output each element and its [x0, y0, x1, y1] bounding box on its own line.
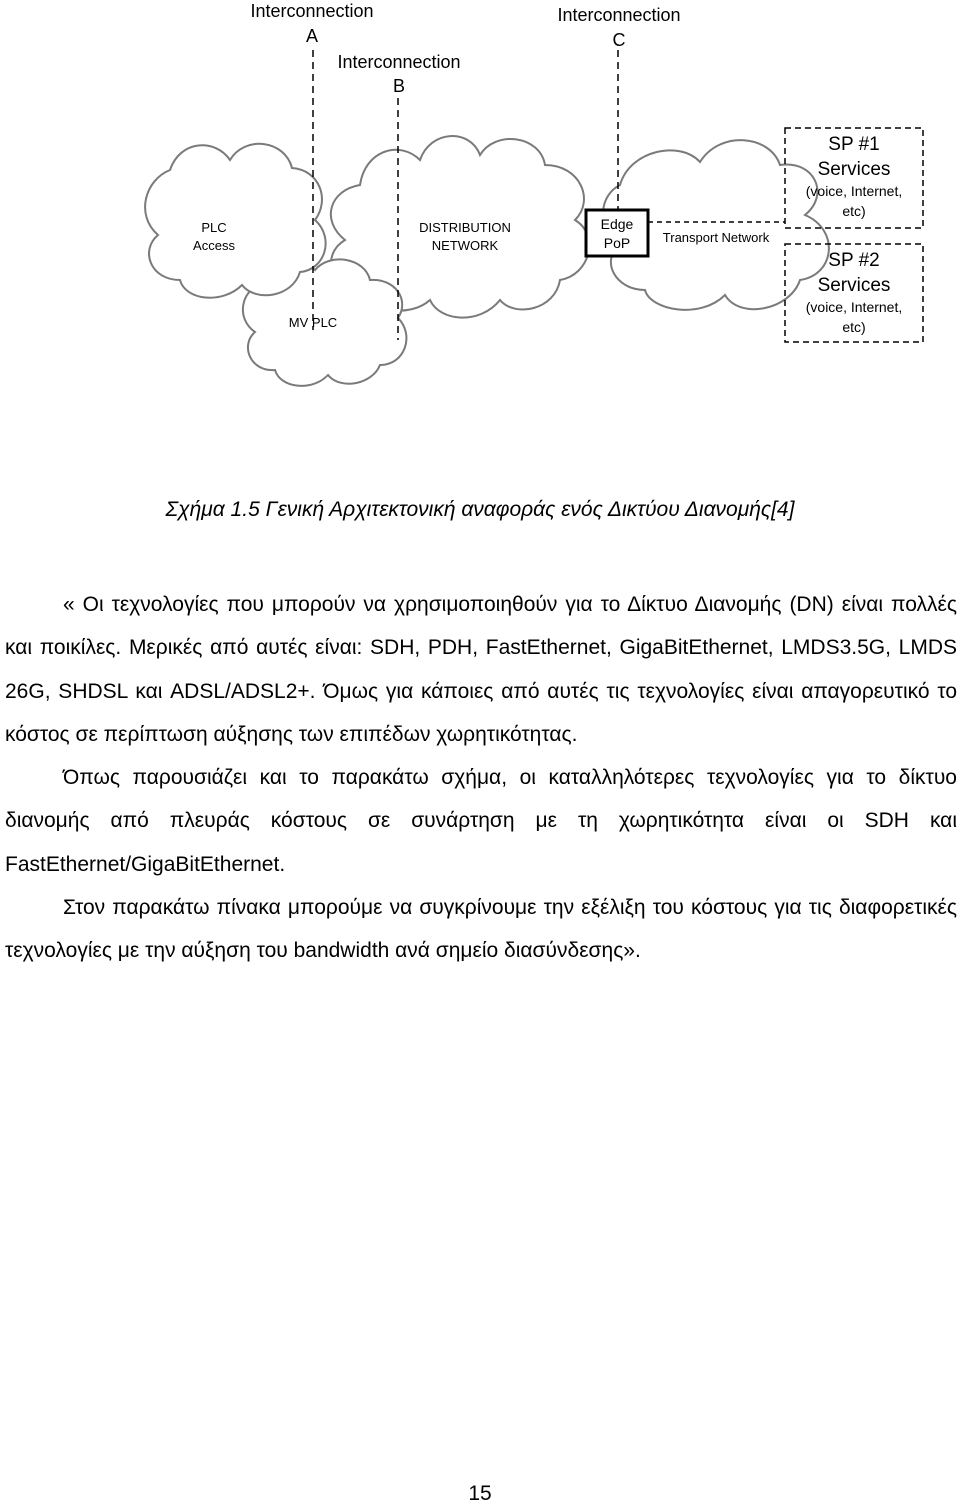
figure-caption: Σχήμα 1.5 Γενική Αρχιτεκτονική αναφοράς ενός Δικτύου Διανομής[4] [165, 498, 795, 521]
transport-network-label: Transport Network [662, 230, 770, 245]
plc-access-label-2: Access [193, 238, 235, 253]
distribution-label-1: DISTRIBUTION [419, 220, 511, 235]
mv-plc-label: MV PLC [288, 315, 338, 330]
edge-label: Edge [600, 216, 634, 232]
interconnection-b-letter: B [392, 76, 406, 96]
sp1-detail-2: etc) [842, 203, 866, 219]
page-number: 15 [468, 1482, 492, 1505]
interconnection-a-label: Interconnection [250, 1, 374, 21]
network-architecture-diagram [0, 0, 960, 420]
pop-label: PoP [603, 235, 631, 251]
interconnection-b-label: Interconnection [337, 52, 461, 72]
sp1-detail-1: (voice, Internet, [805, 183, 903, 199]
sp2-services: Services [817, 275, 891, 296]
interconnection-c-label: Interconnection [557, 5, 681, 25]
distribution-label-2: NETWORK [431, 238, 499, 253]
paragraph: Στον παρακάτω πίνακα μπορούμε να συγκρίνουμε την εξέλιξη του κόστους για τις διαφορετικές τεχνολογίες με την αύξηση του bandwidth ανά σημείο διασύνδεσης». [5, 896, 957, 963]
interconnection-c-letter: C [612, 30, 626, 50]
paragraph: « Οι τεχνολογίες που μπορούν να χρησιμοποιηθούν για το Δίκτυο Διανομής (DN) είναι πολλές και ποικίλες. Μερικές από αυτές είναι: SDH, PDH, FastEthernet, GigaBitEthernet, LMDS3.5G, LMDS 26G, SHDSL και ADSL/ADSL2+. Όμως για κάποιες από αυτές τις τεχνολογίες είναι απαγορευτικό το κόστος σε περίπτωση αύξησης των επιπέδων χωρητικότητας. [5, 593, 957, 746]
sp2-title: SP #2 [828, 250, 880, 271]
plc-access-cloud [145, 144, 326, 298]
sp1-services: Services [817, 159, 891, 180]
plc-access-label-1: PLC [201, 220, 227, 235]
body-text [5, 583, 957, 973]
interconnection-a-letter: A [305, 26, 319, 46]
sp1-title: SP #1 [828, 134, 880, 155]
sp2-detail-2: etc) [842, 319, 866, 335]
paragraph: Όπως παρουσιάζει και το παρακάτω σχήμα, οι καταλληλότερες τεχνολογίες για το δίκτυο διανομής από πλευράς κόστους σε συνάρτηση με τη χωρητικότητα είναι οι SDH και FastEthernet/GigaBitEthernet. [5, 766, 957, 876]
sp2-detail-1: (voice, Internet, [805, 299, 903, 315]
